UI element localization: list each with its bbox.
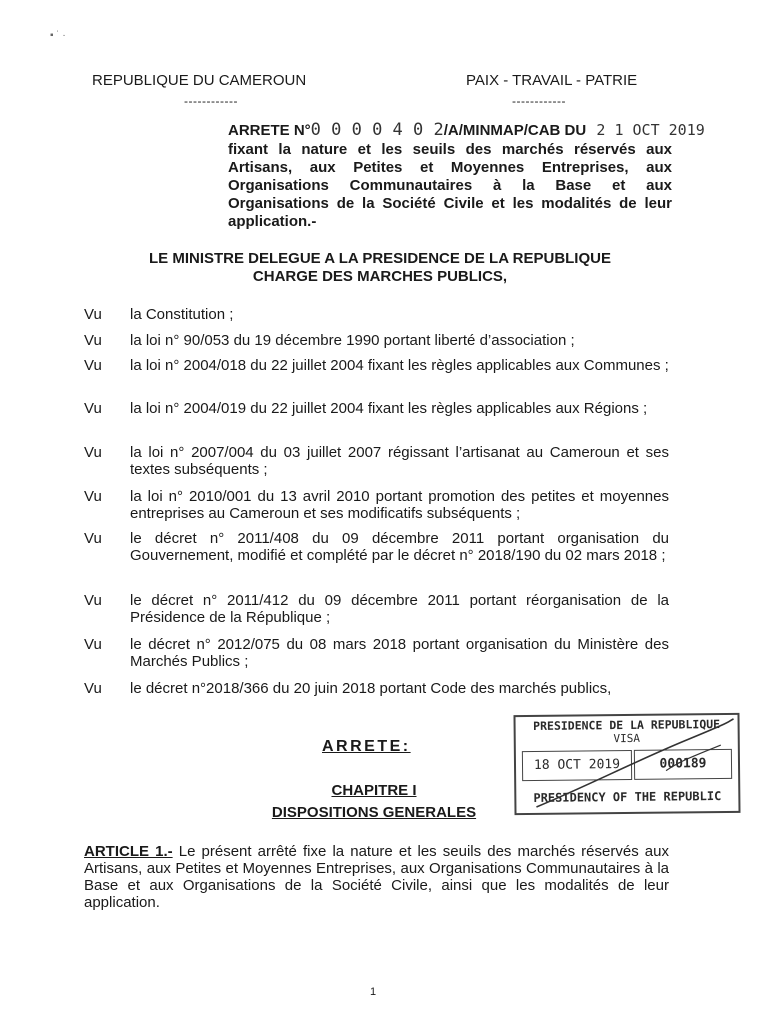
stamp-signature-icon	[516, 715, 739, 813]
chapter-title: DISPOSITIONS GENERALES	[271, 804, 477, 821]
visa-item	[84, 592, 669, 626]
arrete-number-handwritten: 0 0 0 0 4 0 2	[310, 120, 444, 140]
vu-label: Vu	[84, 680, 102, 697]
arrete-heading: ARRETE:	[322, 738, 411, 755]
visa-text: le décret n° 2012/075 du 08 mars 2018 portant organisation du Ministère des Marchés Publics ;	[130, 636, 669, 670]
header-left-dashes: ------------	[184, 94, 238, 108]
minister-line-2: CHARGE DES MARCHES PUBLICS,	[252, 268, 508, 285]
header-left: REPUBLIQUE DU CAMEROUN	[92, 72, 307, 89]
visa-item	[84, 332, 669, 349]
stamp-line-3: PRESIDENCY OF THE REPUBLIC	[533, 789, 722, 805]
vu-label: Vu	[84, 306, 102, 323]
visa-item	[84, 400, 669, 417]
arrete-reference	[228, 120, 705, 140]
stamp-line-2: VISA	[613, 731, 641, 746]
chapter-heading	[258, 780, 490, 824]
minister-heading	[60, 250, 700, 286]
vu-label: Vu	[84, 357, 102, 374]
visa-item	[84, 306, 669, 323]
vu-label: Vu	[84, 530, 102, 547]
arrete-suffix: /A/MINMAP/CAB DU	[443, 122, 587, 139]
vu-label: Vu	[84, 636, 102, 653]
vu-label: Vu	[84, 592, 102, 609]
scan-specks: ▪ ˙ ·	[50, 30, 66, 41]
visa-text: la loi n° 2010/001 du 13 avril 2010 portant promotion des petites et moyennes entreprises au Cameroun et ses modificatifs subséquents ;	[130, 488, 669, 522]
visa-item	[84, 488, 669, 522]
page-number: 1	[370, 986, 377, 998]
minister-line-1: LE MINISTRE DELEGUE A LA PRESIDENCE DE LA REPUBLIQUE	[149, 250, 611, 267]
visa-text: le décret n° 2011/408 du 09 décembre 2011 portant organisation du Gouvernement, modifié et complété par le décret n° 2018/190 du 02 mars 2018 ;	[130, 530, 669, 564]
visa-stamp	[513, 713, 740, 815]
arrete-title: fixant la nature et les seuils des marchés réservés aux Artisans, aux Petites et Moyennes Entreprises, aux Organisations Communautaires à la Base et aux Organisations de la Société Civile et les modalités de leur application.-	[228, 141, 672, 230]
article-1-text: Le présent arrêté fixe la nature et les seuils des marchés réservés aux Artisans, aux Petites et Moyennes Entreprises, aux Organisations Communautaires à la Base et aux Organisations de la Société Civile, ainsi que les modalités de leur application.	[84, 843, 669, 911]
header-right-dashes: ------------	[512, 94, 566, 108]
visa-item	[84, 680, 669, 697]
visa-text: la Constitution ;	[130, 306, 234, 323]
chapter-number: CHAPITRE I	[331, 782, 417, 799]
article-1	[84, 843, 669, 911]
stamp-number: 000189	[634, 749, 732, 780]
arrete-date-stamp: 2 1 OCT 2019	[596, 121, 705, 139]
visa-text: la loi n° 2004/018 du 22 juillet 2004 fixant les règles applicables aux Communes ;	[130, 357, 669, 374]
visa-item	[84, 636, 669, 670]
vu-label: Vu	[84, 400, 102, 417]
vu-label: Vu	[84, 332, 102, 349]
visa-item	[84, 444, 669, 478]
visa-text: le décret n°2018/366 du 20 juin 2018 portant Code des marchés publics,	[130, 680, 612, 697]
visa-item	[84, 530, 669, 564]
stamp-line-1: PRESIDENCE DE LA REPUBLIQUE	[533, 717, 721, 733]
visa-text: la loi n° 2004/019 du 22 juillet 2004 fixant les règles applicables aux Régions ;	[130, 400, 648, 417]
vu-label: Vu	[84, 444, 102, 461]
arrete-prefix: ARRETE N°	[228, 122, 311, 139]
vu-label: Vu	[84, 488, 102, 505]
visa-text: la loi n° 2007/004 du 03 juillet 2007 régissant l’artisanat au Cameroun et ses textes subséquents ;	[130, 444, 669, 478]
visa-text: le décret n° 2011/412 du 09 décembre 2011 portant réorganisation de la Présidence de la République ;	[130, 592, 669, 626]
header-right: PAIX - TRAVAIL - PATRIE	[466, 72, 638, 89]
visa-item	[84, 357, 669, 374]
visa-text: la loi n° 90/053 du 19 décembre 1990 portant liberté d’association ;	[130, 332, 575, 349]
article-1-label: ARTICLE 1.-	[84, 843, 173, 860]
stamp-date: 18 OCT 2019	[522, 750, 632, 781]
